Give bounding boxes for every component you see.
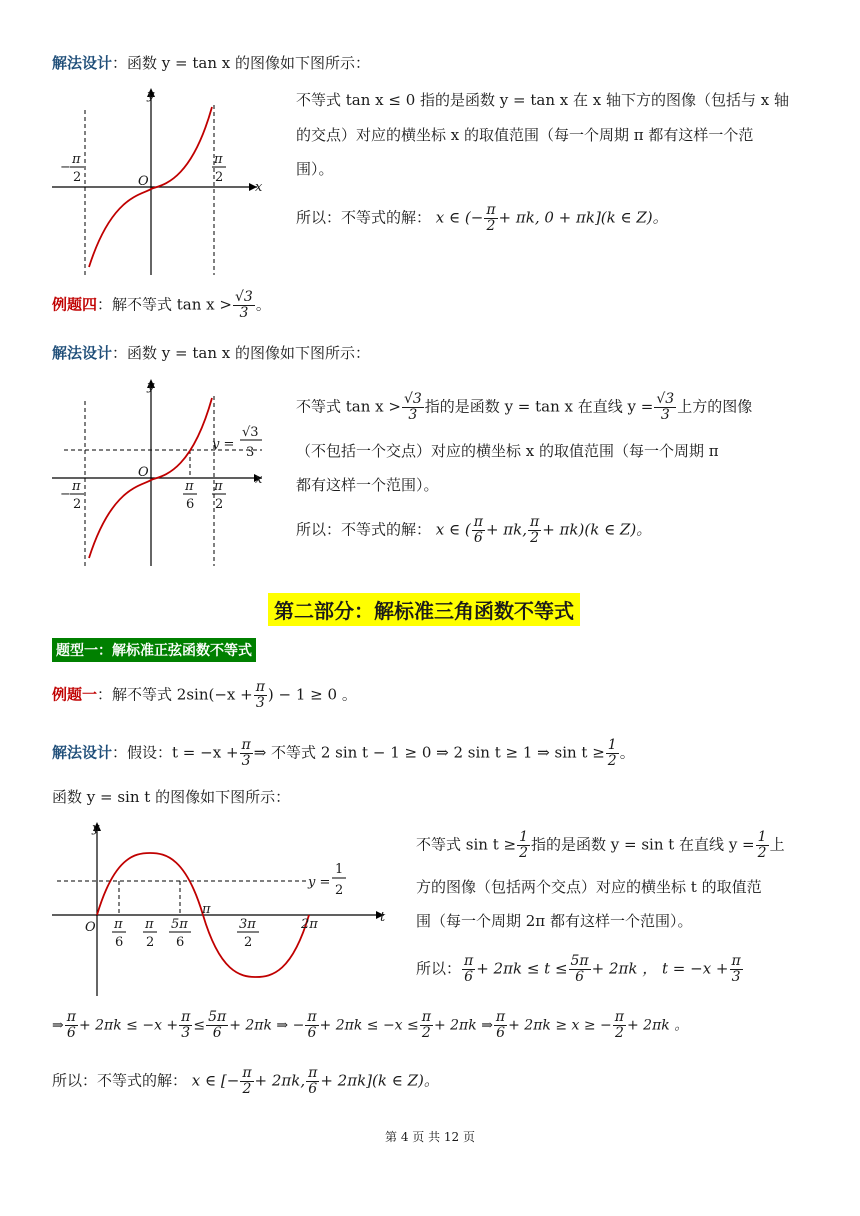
frac-num: π	[308, 1065, 318, 1081]
answer-text: + 2πk,	[254, 1071, 306, 1090]
example-label: 例题四	[52, 295, 98, 314]
frac	[613, 1010, 626, 1041]
frac-den: 3	[731, 969, 741, 985]
minus-sign: −	[60, 160, 71, 175]
frac-den: 2	[607, 753, 617, 769]
answer-pre: x ∈ (−	[435, 208, 484, 227]
answer-line-3	[416, 954, 744, 985]
derive-text: + 2πk ≥ x ≥ −	[508, 1017, 612, 1034]
origin-label: O	[85, 920, 96, 935]
frac	[305, 1010, 318, 1041]
tick-3pi2-den: 2	[244, 935, 253, 950]
answer-post: + πk, 0 + πk](k ∈ Z)。	[498, 208, 668, 227]
frac-num: π	[66, 1009, 76, 1025]
frac-num: 1	[519, 829, 528, 845]
frac	[494, 1010, 507, 1041]
derive-text: + 2πk ≤ −x +	[78, 1017, 179, 1034]
solution-text: 。	[619, 743, 635, 762]
sin-graph	[52, 818, 397, 1000]
desc-text: 指的是函数 y = sin t 在直线 y =	[530, 835, 755, 854]
desc3-line-3: 围（每一个周期 2π 都有这样一个范围）。	[416, 912, 693, 930]
line-den: 2	[335, 883, 344, 898]
solution-label: 解法设计	[52, 344, 113, 362]
frac-num: π	[530, 514, 540, 530]
frac-num: π	[495, 1009, 506, 1025]
answer-line-1	[296, 203, 668, 234]
frac	[528, 515, 541, 546]
desc-line-3: 围）。	[296, 160, 334, 178]
frac	[517, 830, 530, 861]
answer-post: + πk)(k ∈ Z)。	[542, 520, 652, 539]
final-answer	[52, 1066, 439, 1097]
frac-den: 3	[239, 305, 249, 321]
frac-den: 2	[530, 530, 540, 546]
tick-pi6-num: π	[114, 917, 123, 932]
frac-num: √3	[656, 391, 675, 407]
frac-den: 3	[241, 753, 251, 769]
tick-half-pi-den: 2	[215, 170, 224, 185]
tick-neg-half-pi-den: 2	[73, 170, 82, 185]
frac	[240, 738, 253, 769]
axis-y-label: y	[147, 379, 155, 394]
frac-den: 6	[307, 1025, 317, 1041]
line-num: 1	[335, 862, 344, 877]
solution-text: ：假设：t = −x +	[112, 743, 239, 762]
solution-label: 解法设计	[52, 54, 113, 72]
desc-text: 指的是函数 y = tan x 在直线 y =	[424, 397, 654, 416]
solution-label: 解法设计	[52, 743, 113, 762]
answer-prefix: 所以：不等式的解：	[52, 1071, 188, 1090]
tick-pi2-num: π	[214, 479, 223, 494]
frac	[254, 680, 267, 711]
tick-pi: π	[202, 902, 211, 917]
frac	[240, 1066, 253, 1097]
frac-num: π	[464, 953, 474, 969]
derive-text: ⇒	[52, 1017, 64, 1034]
type-title: 题型一：解标准正弦函数不等式	[52, 638, 256, 662]
frac-num: π	[614, 1009, 624, 1025]
solution-text: ⇒ 不等式 2 sin t − 1 ≥ 0 ⇒ 2 sin t ≥ 1 ⇒ sin t ≥	[253, 743, 605, 762]
axis-t-label: t	[380, 910, 386, 925]
answer-line-2	[296, 515, 651, 546]
frac-num: π	[307, 1009, 317, 1025]
example-label: 例题一	[52, 685, 98, 704]
frac	[233, 290, 255, 321]
tick-pi6-den: 6	[186, 497, 195, 512]
frac-den: 6	[308, 1081, 318, 1097]
tick-pi2-den: 2	[146, 935, 155, 950]
frac-num: 5π	[208, 1009, 227, 1025]
axis-y-label: y	[147, 88, 155, 103]
frac-num: π	[473, 514, 483, 530]
frac	[65, 1010, 78, 1041]
line-label: y =	[212, 437, 235, 452]
frac-num: π	[731, 953, 741, 969]
desc3-line-1	[416, 830, 785, 861]
tick-half-pi-num: π	[214, 152, 223, 167]
frac	[402, 392, 424, 423]
desc2-line-1	[296, 392, 752, 423]
line-den: 3	[246, 445, 255, 460]
frac-den: 2	[614, 1025, 624, 1041]
frac-den: 3	[181, 1025, 191, 1041]
frac	[306, 1066, 319, 1097]
axis-x-label: x	[255, 472, 263, 487]
solution-text: ：函数 y = tan x 的图像如下图所示：	[112, 54, 370, 72]
solution-lead-3	[52, 738, 635, 769]
example-1	[52, 680, 357, 711]
frac-den: 6	[496, 1025, 505, 1041]
frac	[206, 1010, 228, 1041]
frac-num: π	[255, 679, 265, 695]
frac-num: π	[241, 737, 251, 753]
desc3-line-2: 方的图像（包括两个交点）对应的横坐标 t 的取值范	[416, 878, 762, 896]
derive-text: + 2πk 。	[627, 1017, 689, 1034]
desc-text: 上方的图像	[677, 397, 753, 416]
derive-text: + 2πk ≤ −x ≤	[319, 1017, 419, 1034]
frac-den: 6	[464, 969, 474, 985]
frac	[654, 392, 676, 423]
frac-num: √3	[403, 391, 422, 407]
axis-x-label: x	[255, 180, 263, 195]
frac	[484, 203, 497, 234]
frac-num: 5π	[570, 953, 589, 969]
tick-pi2-num: π	[145, 917, 154, 932]
origin-label: O	[138, 174, 149, 189]
solution-lead-1	[52, 52, 370, 74]
desc-line-2: 的交点）对应的横坐标 x 的取值范围（每一个周期 π 都有这样一个范	[296, 126, 754, 144]
tan-graph-2	[52, 376, 277, 571]
solution-lead-2	[52, 342, 370, 364]
frac-num: 1	[607, 737, 617, 753]
frac-den: 2	[757, 845, 767, 861]
tick-pi2-den: 2	[215, 497, 224, 512]
section-title: 第二部分：解标准三角函数不等式	[268, 593, 580, 626]
desc2-line-3: 都有这样一个范围）。	[296, 476, 439, 494]
frac-den: 3	[255, 695, 265, 711]
example-end: ) − 1 ≥ 0 。	[267, 685, 357, 704]
answer-mid: + πk,	[485, 520, 528, 539]
answer-prefix: 所以：不等式的解：	[296, 208, 432, 227]
frac	[730, 954, 743, 985]
derive-text: ≤	[193, 1017, 206, 1034]
frac-den: 6	[66, 1025, 76, 1041]
tick-neg-half-pi-num: π	[72, 152, 81, 167]
origin-label: O	[138, 465, 149, 480]
answer-text: + 2πk](k ∈ Z)。	[320, 1071, 439, 1090]
frac-den: 3	[408, 407, 418, 423]
example-4	[52, 290, 271, 321]
tick-two-pi: 2π	[301, 917, 318, 932]
solution-text: ：函数 y = tan x 的图像如下图所示：	[112, 344, 370, 362]
frac	[569, 954, 591, 985]
tick-5pi6-den: 6	[176, 935, 185, 950]
frac-den: 2	[486, 218, 496, 234]
example-text: ：解不等式 2sin(−x +	[97, 685, 253, 704]
frac	[472, 515, 485, 546]
tick-pi6-den: 6	[115, 935, 124, 950]
frac-den: 6	[473, 530, 483, 546]
tick-pi6-num: π	[185, 479, 194, 494]
frac-den: 2	[421, 1025, 431, 1041]
minus-sign: −	[60, 487, 71, 502]
frac-den: 2	[519, 845, 528, 861]
tan-graph-1	[52, 85, 272, 280]
frac-num: π	[181, 1009, 191, 1025]
line-label: y =	[308, 875, 331, 890]
desc-text: 上	[769, 835, 785, 854]
answer-prefix: 所以：	[416, 959, 462, 978]
answer-prefix: 所以：不等式的解：	[296, 520, 432, 539]
derivation-line	[52, 1010, 688, 1041]
answer-text: + 2πk ≤ t ≤	[476, 959, 568, 978]
frac-den: 2	[242, 1081, 252, 1097]
frac-num: 1	[757, 829, 767, 845]
desc2-line-2: （不包括一个交点）对应的横坐标 x 的取值范围（每一个周期 π	[296, 442, 719, 460]
frac	[179, 1010, 192, 1041]
derive-text: + 2πk ⇒	[433, 1017, 493, 1034]
frac-den: 6	[575, 969, 585, 985]
example-end: 。	[255, 295, 271, 314]
tick-5pi6-num: 5π	[171, 917, 188, 932]
frac-num: π	[421, 1009, 431, 1025]
tick-neg-num: π	[72, 479, 81, 494]
frac-num: π	[486, 202, 496, 218]
example-text: ：解不等式 tan x >	[97, 295, 232, 314]
frac	[462, 954, 475, 985]
tick-3pi2-num: 3π	[239, 917, 256, 932]
tick-neg-den: 2	[73, 497, 82, 512]
axis-y-label: y	[92, 821, 100, 836]
frac	[420, 1010, 433, 1041]
line-num: √3	[242, 425, 259, 440]
frac-den: 6	[212, 1025, 222, 1041]
page-footer: 第 4 页 共 12 页	[385, 1130, 475, 1144]
answer-text: x ∈ [−	[191, 1071, 240, 1090]
frac-den: 3	[660, 407, 670, 423]
answer-pre: x ∈ (	[435, 520, 471, 539]
desc-text: 不等式 tan x >	[296, 397, 401, 416]
desc-text: 不等式 sin t ≥	[416, 835, 517, 854]
frac	[756, 830, 769, 861]
derive-text: + 2πk ⇒ −	[229, 1017, 305, 1034]
graph-intro: 函数 y = sin t 的图像如下图所示：	[52, 788, 291, 806]
desc-line-1: 不等式 tan x ≤ 0 指的是函数 y = tan x 在 x 轴下方的图像（包括与 x 轴	[296, 91, 790, 109]
frac-num: π	[242, 1065, 252, 1081]
frac-num: √3	[234, 289, 253, 305]
frac	[606, 738, 619, 769]
answer-text: + 2πk ， t = −x +	[591, 959, 729, 978]
